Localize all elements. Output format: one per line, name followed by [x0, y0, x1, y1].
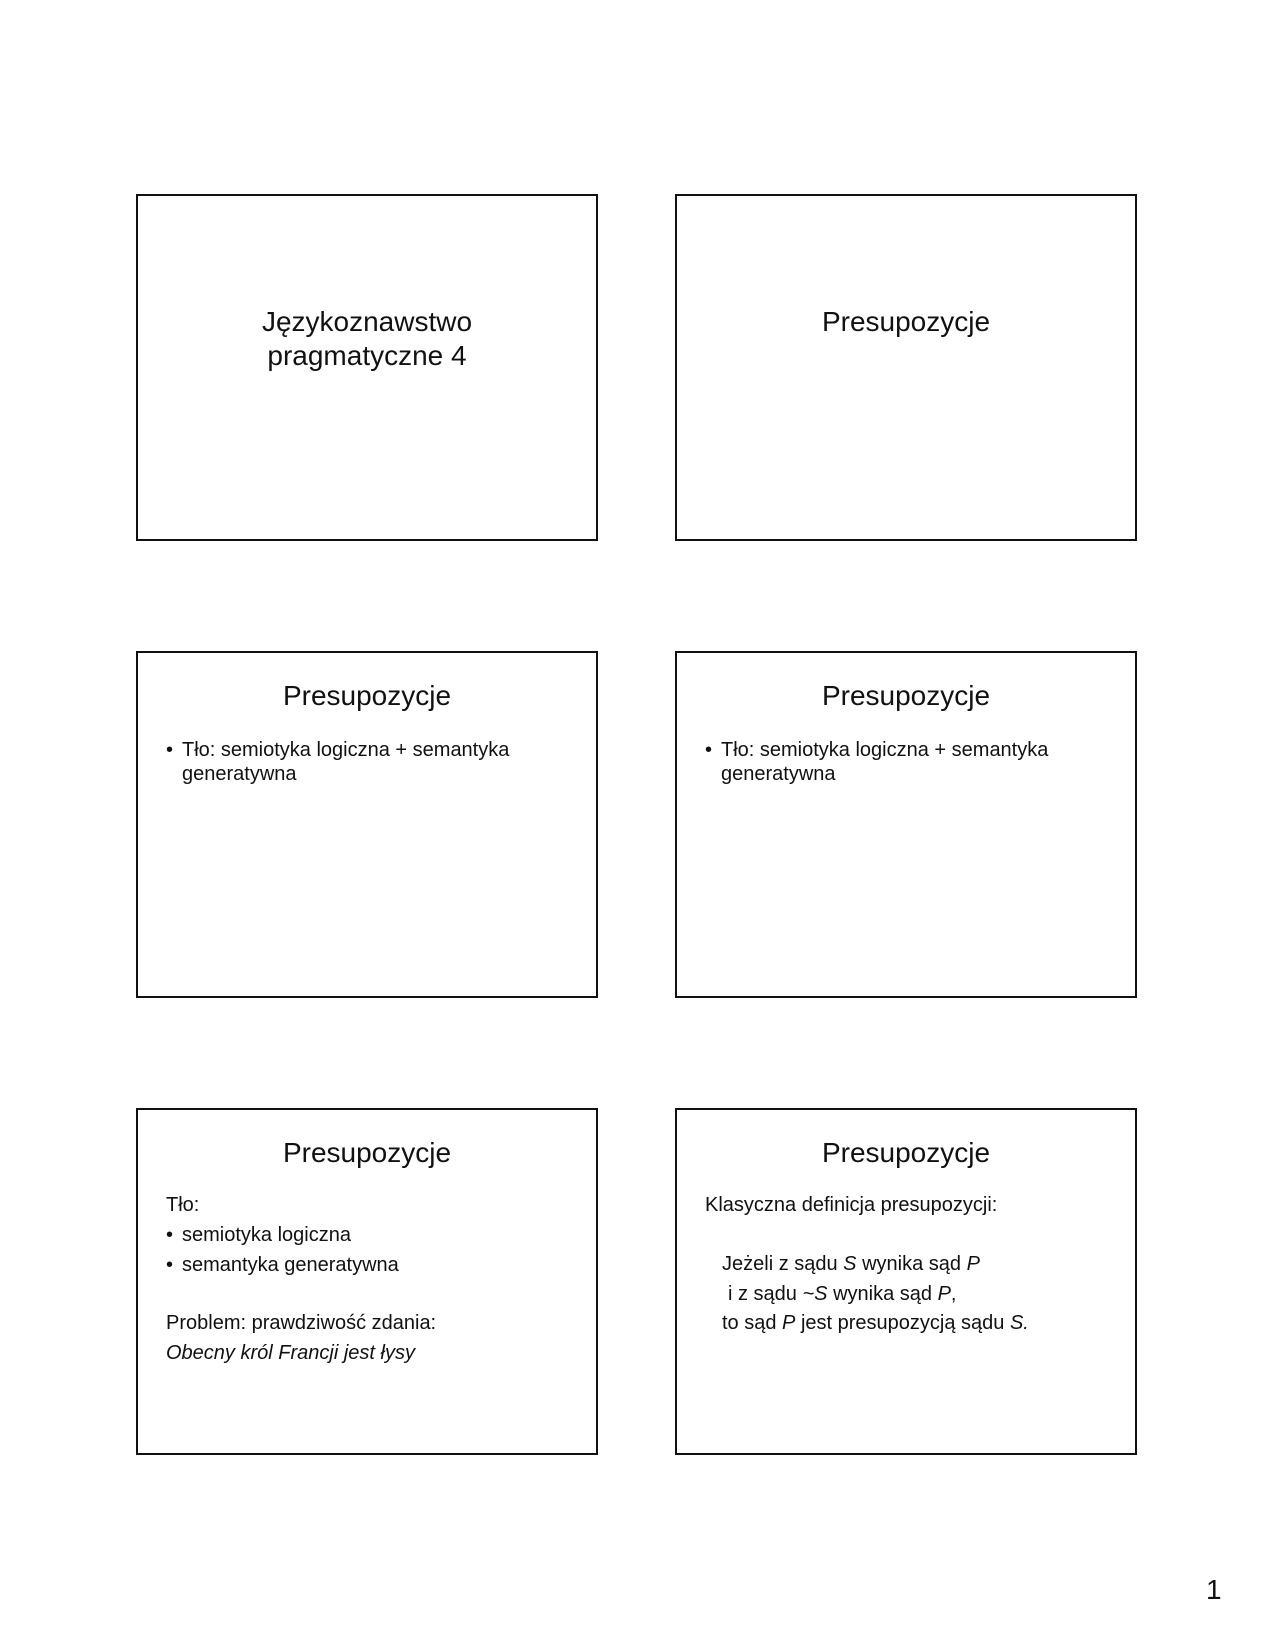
slide-title: Presupozycje: [282, 680, 452, 711]
bullet-marker: •: [166, 1254, 174, 1276]
symbol: S: [843, 1253, 857, 1275]
definition-line-2: [728, 1282, 956, 1306]
slide-title: [138, 305, 596, 373]
slide-title: Presupozycje: [282, 1137, 452, 1168]
slide-2: [675, 194, 1137, 541]
slide-4: [675, 651, 1137, 998]
slide-title: Presupozycje: [821, 1137, 991, 1168]
slide-3: [136, 651, 598, 998]
text: wynika sąd: [827, 1283, 938, 1305]
title-line: pragmatyczne 4: [267, 340, 467, 371]
text: jest presupozycją sądu: [795, 1312, 1010, 1334]
text: i z sądu: [728, 1283, 803, 1305]
definition-line-1: [722, 1252, 980, 1276]
bullet-marker: •: [166, 1224, 174, 1246]
definition-line-3: [722, 1311, 1029, 1335]
bullet-text: semantyka generatywna: [182, 1254, 399, 1276]
symbol: P: [966, 1253, 980, 1275]
bullet-marker: •: [705, 739, 713, 761]
title-line: Językoznawstwo: [261, 306, 473, 337]
slide-6: [675, 1108, 1137, 1455]
symbol: P: [937, 1283, 951, 1305]
page-number: 1: [1206, 1574, 1222, 1605]
bullet-marker: •: [166, 739, 174, 761]
slide-title: Presupozycje: [821, 680, 991, 711]
text: Jeżeli z sądu: [722, 1253, 844, 1275]
symbol: ~S: [802, 1283, 828, 1305]
bullet-text: semiotyka logiczna: [182, 1224, 351, 1246]
slide-1: [136, 194, 598, 541]
slide-title: Presupozycje: [821, 306, 991, 337]
slide-5: [136, 1108, 598, 1455]
text: ,: [950, 1283, 957, 1305]
text: wynika sąd: [856, 1253, 967, 1275]
text: to sąd: [722, 1312, 783, 1334]
intro-text: Klasyczna definicja presupozycji:: [705, 1194, 998, 1216]
symbol: S.: [1009, 1312, 1029, 1334]
problem-text: Problem: prawdziwość zdania:: [166, 1312, 437, 1334]
symbol: P: [782, 1312, 796, 1334]
bullet-text: Tło: semiotyka logiczna + semantyka generatywna: [182, 739, 510, 785]
example-sentence: Obecny król Francji jest łysy: [166, 1342, 415, 1364]
intro-text: Tło:: [166, 1194, 200, 1216]
bullet-text: Tło: semiotyka logiczna + semantyka generatywna: [721, 739, 1049, 785]
